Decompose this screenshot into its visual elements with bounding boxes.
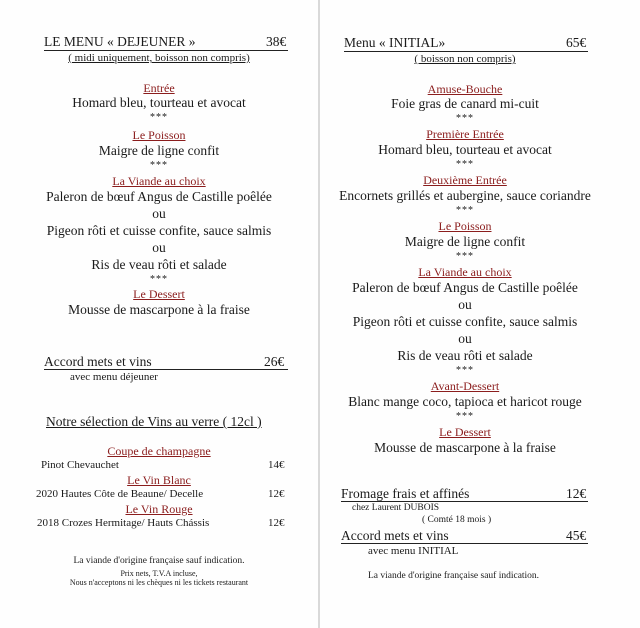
wine-name: 2018 Crozes Hermitage/ Hauts Chássis [37, 517, 210, 529]
right-menu-page [320, 0, 640, 628]
accord-underline [341, 543, 588, 544]
course-category: Entrée [143, 81, 175, 95]
course-category: Amuse-Bouche [427, 82, 503, 96]
cheese-underline [341, 501, 588, 502]
accord-price: 45€ [566, 528, 587, 543]
separator-stars: *** [456, 113, 474, 124]
course-or: ou [152, 206, 166, 221]
course-category: La Viande au choix [418, 265, 512, 279]
course-dish: Paleron de bœuf Angus de Castille poêlée [46, 189, 272, 204]
accord-underline [44, 369, 288, 370]
footer-payment: Nous n'acceptons ni les chèques ni les tickets restaurant [69, 578, 249, 587]
course-category: Le Dessert [133, 287, 185, 301]
course-dish: Foie gras de canard mi-cuit [391, 96, 539, 111]
course-dish: Pigeon rôti et cuisse confite, sauce salmis [46, 223, 272, 238]
separator-stars: *** [456, 159, 474, 170]
left-menu-page [0, 0, 318, 628]
course-dish: Mousse de mascarpone à la fraise [68, 302, 250, 317]
title-underline [344, 51, 588, 52]
course-dish: Blanc mange coco, tapioca et haricot rouge [348, 394, 582, 409]
separator-stars: *** [150, 112, 168, 123]
course-category: Le Poisson [132, 128, 186, 142]
cheese-supplier: chez Laurent DUBOIS [352, 503, 440, 513]
wine-price: 14€ [268, 459, 285, 471]
cheese-note: ( Comté 18 mois ) [422, 515, 492, 525]
accord-label: Accord mets et vins [44, 354, 152, 369]
wine-name: Pinot Chevauchet [41, 459, 119, 471]
wine-price: 12€ [268, 517, 285, 529]
course-dish: Homard bleu, tourteau et avocat [378, 142, 552, 157]
course-category: Le Dessert [439, 425, 491, 439]
cheese-label: Fromage frais et affinés [341, 486, 470, 501]
wine-category: Coupe de champagne [107, 444, 211, 458]
course-or: ou [458, 297, 472, 312]
course-category: Première Entrée [426, 127, 504, 141]
accord-note: avec menu INITIAL [368, 545, 459, 557]
course-dish: Maigre de ligne confit [404, 234, 526, 249]
wine-section-title: Notre sélection de Vins au verre ( 12cl ) [46, 414, 262, 429]
separator-stars: *** [456, 411, 474, 422]
footer-origin: La viande d'origine française sauf indication. [368, 571, 540, 581]
accord-price: 26€ [264, 354, 285, 369]
menu-price: 65€ [566, 35, 587, 50]
accord-label: Accord mets et vins [341, 528, 449, 543]
separator-stars: *** [456, 251, 474, 262]
cheese-price: 12€ [566, 486, 587, 501]
menu-price: 38€ [266, 34, 287, 49]
wine-category: Le Vin Rouge [125, 502, 193, 516]
separator-stars: *** [456, 205, 474, 216]
course-category: Deuxième Entrée [423, 173, 507, 187]
separator-stars: *** [150, 274, 168, 285]
course-or: ou [152, 240, 166, 255]
separator-stars: *** [150, 160, 168, 171]
course-or: ou [458, 331, 472, 346]
course-dish: Pigeon rôti et cuisse confite, sauce salmis [352, 314, 578, 329]
separator-stars: *** [456, 365, 474, 376]
course-category: Avant-Dessert [430, 379, 500, 393]
course-dish: Ris de veau rôti et salade [91, 257, 227, 272]
course-category: La Viande au choix [112, 174, 206, 188]
course-dish: Homard bleu, tourteau et avocat [72, 95, 246, 110]
menu-subtitle: ( boisson non compris) [414, 53, 516, 65]
course-category: Le Poisson [438, 219, 492, 233]
course-dish: Paleron de bœuf Angus de Castille poêlée [352, 280, 578, 295]
course-dish: Ris de veau rôti et salade [397, 348, 533, 363]
menu-title: LE MENU « DEJEUNER » [44, 34, 196, 49]
accord-note: avec menu déjeuner [70, 371, 158, 383]
course-dish: Mousse de mascarpone à la fraise [374, 440, 556, 455]
footer-origin: La viande d'origine française sauf indication. [73, 556, 245, 566]
title-underline [44, 50, 288, 51]
menu-subtitle: ( midi uniquement, boisson non compris) [68, 52, 250, 64]
course-dish: Encornets grillés et aubergine, sauce coriandre [339, 188, 591, 203]
footer-prices: Prix nets, T.V.A incluse, [120, 569, 198, 578]
wine-price: 12€ [268, 488, 285, 500]
wine-category: Le Vin Blanc [127, 473, 191, 487]
menu-title: Menu « INITIAL» [344, 35, 446, 50]
wine-name: 2020 Hautes Côte de Beaune/ Decelle [36, 488, 204, 500]
course-dish: Maigre de ligne confit [98, 143, 220, 158]
